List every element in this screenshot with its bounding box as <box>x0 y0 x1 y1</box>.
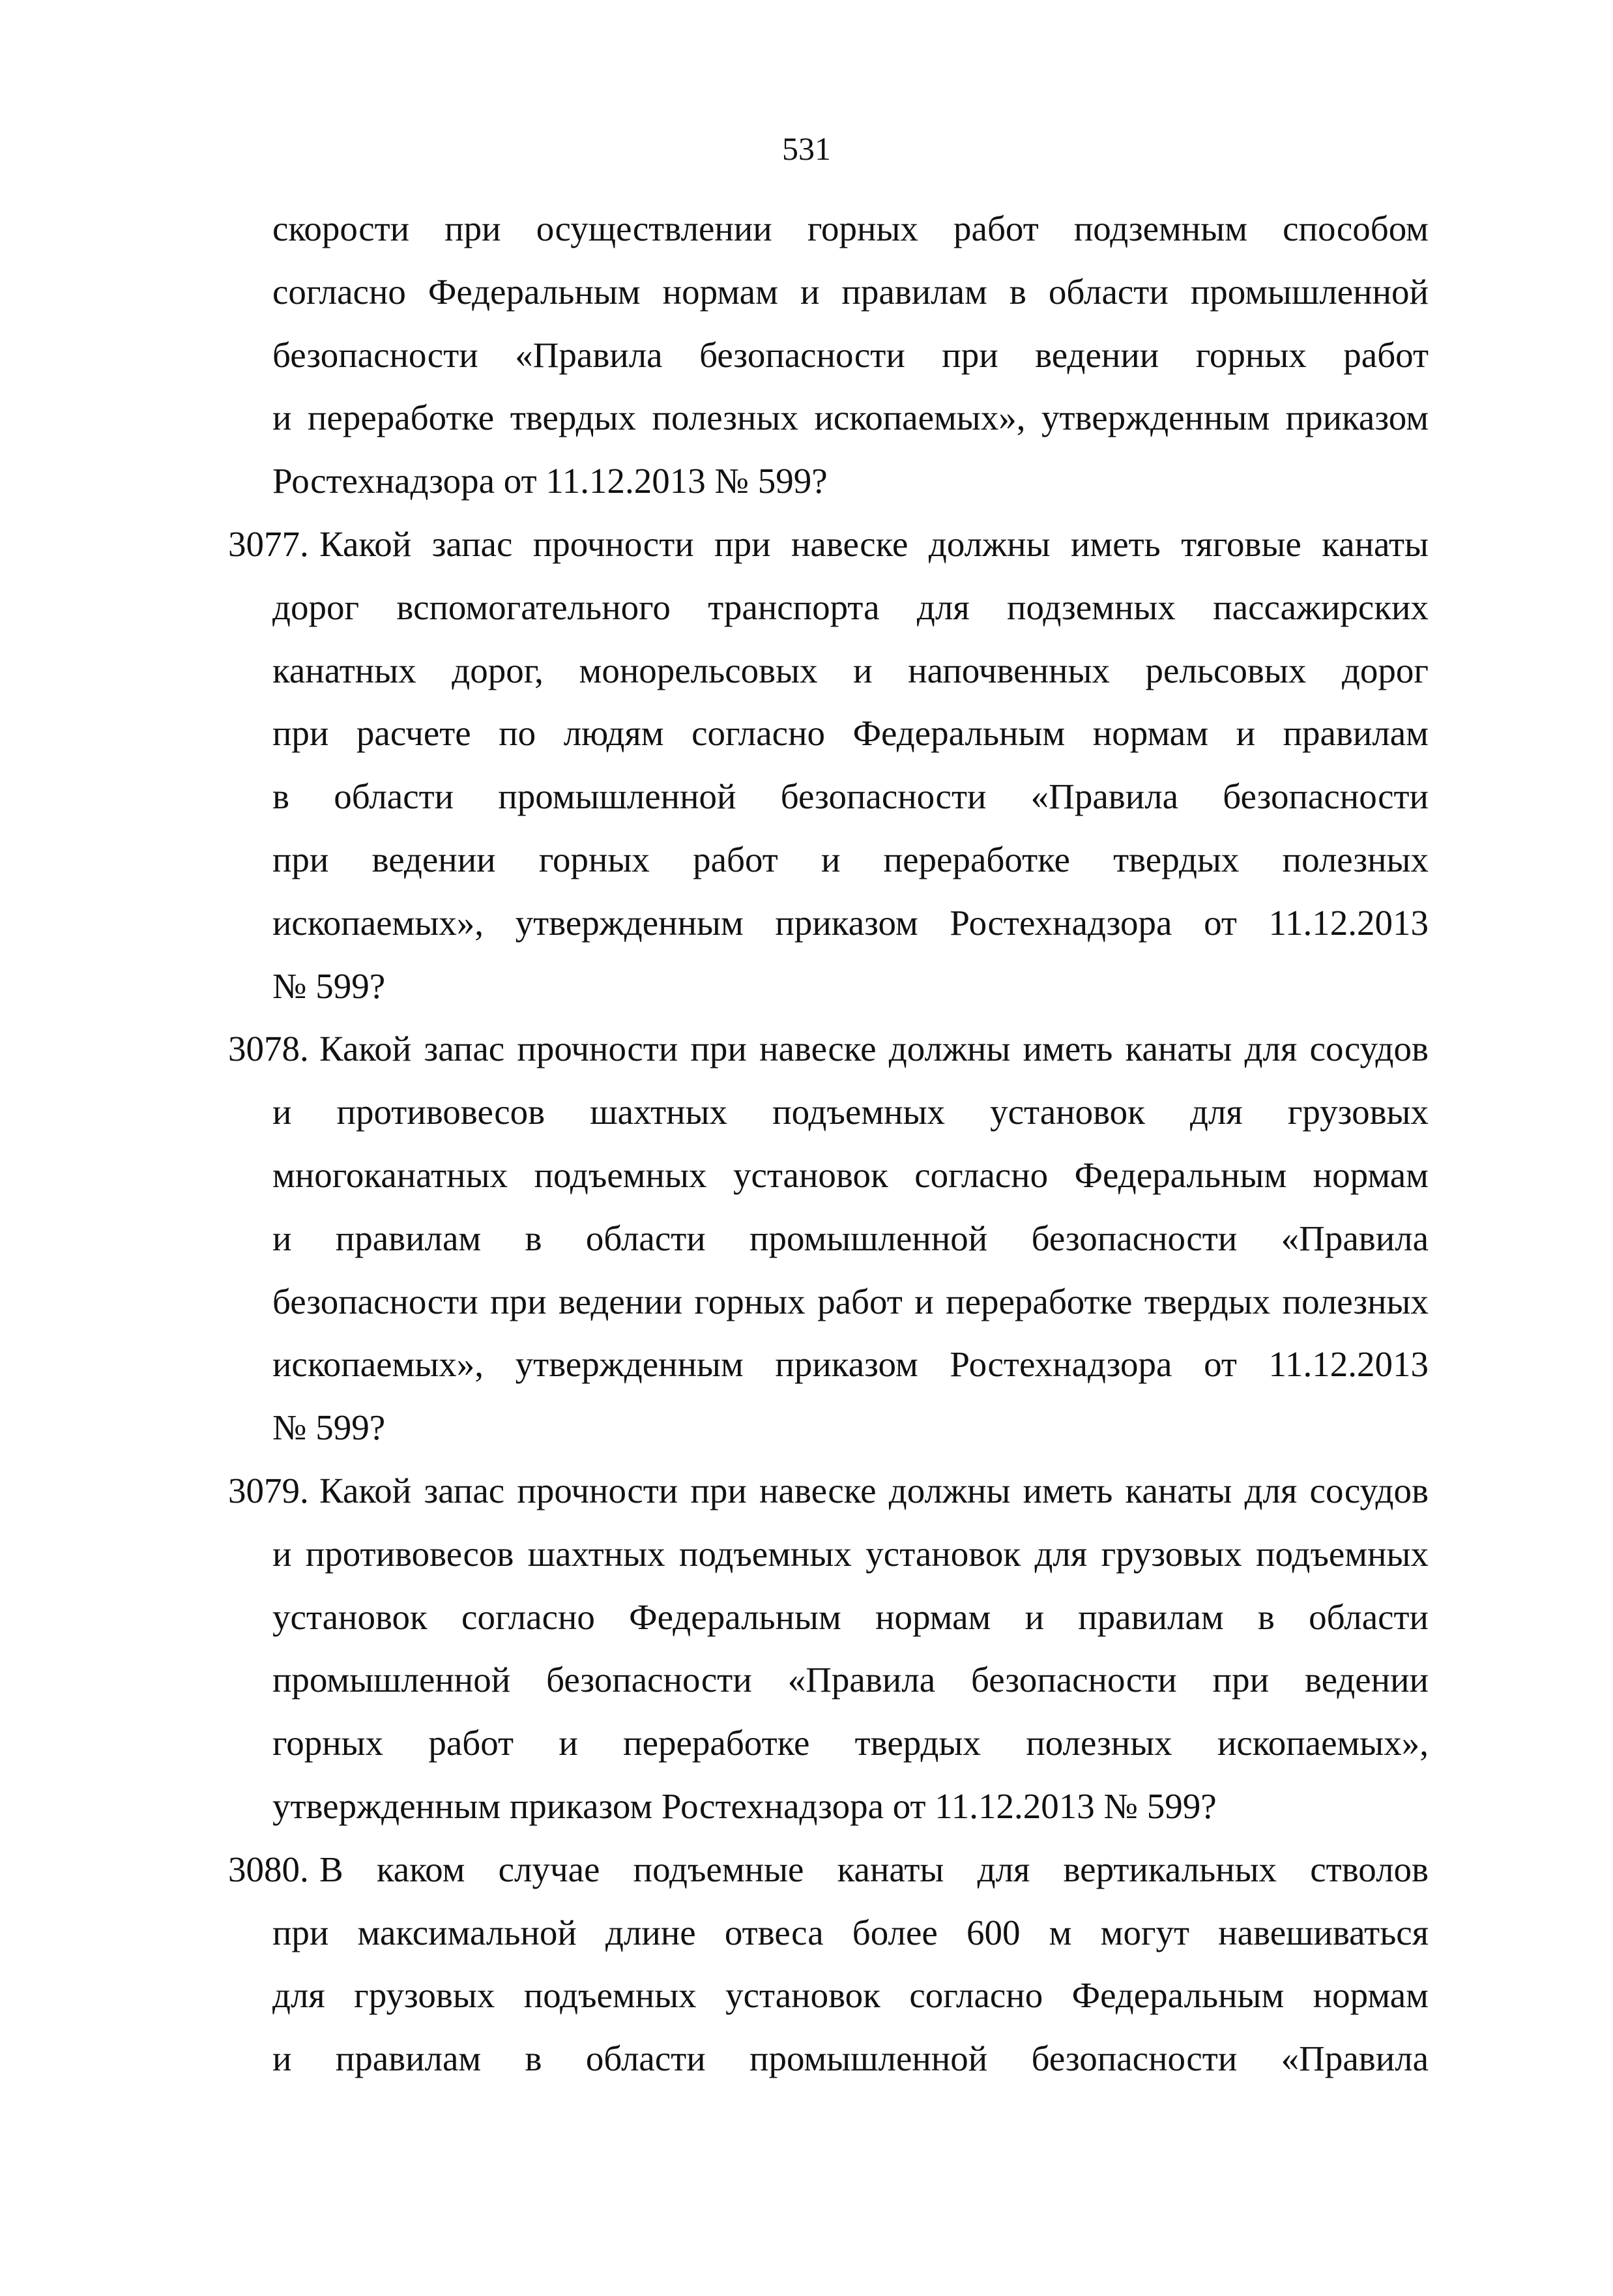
text-line <box>228 1531 1429 1595</box>
line-text: многоканатных подъемных установок согласно Федеральным нормам <box>272 1155 1429 1195</box>
line-text: горных работ и переработке твердых полезных ископаемых», <box>272 1723 1429 1763</box>
line-text: при расчете по людям согласно Федеральным нормам и правилам <box>272 713 1429 754</box>
line-text: при ведении горных работ и переработке твердых полезных <box>272 839 1429 879</box>
text-line <box>228 711 1429 774</box>
line-text: и переработке твердых полезных ископаемых», утвержденным приказом <box>272 398 1429 438</box>
line-text: ископаемых», утвержденным приказом Ростехнадзора от 11.12.2013 <box>272 902 1429 943</box>
question-number: 3079. <box>228 1470 309 1510</box>
document-body <box>228 206 1429 2099</box>
line-text: ископаемых», утвержденным приказом Ростехнадзора от 11.12.2013 <box>272 1344 1429 1385</box>
line-text: и противовесов шахтных подъемных установок для грузовых <box>272 1092 1429 1132</box>
text-line <box>228 1468 1429 1531</box>
line-text: скорости при осуществлении горных работ подземным способом <box>272 209 1429 248</box>
page-number: 531 <box>782 130 831 167</box>
text-line <box>228 269 1429 332</box>
line-text: дорог вспомогательного транспорта для подземных пассажирских <box>272 587 1429 627</box>
question-number: 3078. <box>228 1029 309 1069</box>
text-line <box>228 1784 1429 1847</box>
text-line <box>228 1279 1429 1342</box>
line-text: Какой запас прочности при навеске должны иметь тяговые канаты <box>319 523 1429 564</box>
text-line <box>228 1720 1429 1784</box>
line-text: № 599? <box>272 1407 386 1448</box>
text-line <box>228 1973 1429 2036</box>
text-line <box>228 1089 1429 1153</box>
line-text: согласно Федеральным нормам и правилам в области промышленной <box>272 271 1429 312</box>
text-line <box>228 964 1429 1027</box>
line-text: безопасности «Правила безопасности при ведении горных работ <box>272 334 1429 375</box>
line-text: № 599? <box>272 965 386 1006</box>
line-text: Какой запас прочности при навеске должны иметь канаты для сосудов <box>319 1029 1429 1069</box>
line-text: безопасности при ведении горных работ и переработке твердых полезных <box>272 1281 1429 1321</box>
text-line <box>228 1216 1429 1279</box>
text-line <box>228 837 1429 900</box>
line-text: Ростехнадзора от 11.12.2013 № 599? <box>272 461 828 501</box>
text-line <box>228 1153 1429 1216</box>
line-text: и правилам в области промышленной безопасности «Правила <box>272 1218 1429 1258</box>
text-line <box>228 1405 1429 1468</box>
text-line <box>228 1657 1429 1720</box>
text-line <box>228 1342 1429 1405</box>
text-line <box>228 1026 1429 1089</box>
text-line <box>228 522 1429 585</box>
text-line <box>228 206 1429 269</box>
text-line <box>228 774 1429 837</box>
text-line <box>228 332 1429 396</box>
line-text: В каком случае подъемные канаты для вертикальных стволов <box>319 1849 1429 1889</box>
line-text: и правилам в области промышленной безопасности «Правила <box>272 2038 1429 2079</box>
line-text: утвержденным приказом Ростехнадзора от 11.12.2013 № 599? <box>272 1786 1217 1826</box>
text-line <box>228 1847 1429 1910</box>
line-text: промышленной безопасности «Правила безопасности при ведении <box>272 1660 1429 1700</box>
line-text: при максимальной длине отвеса более 600 м могут навешиваться <box>272 1912 1429 1952</box>
text-line <box>228 900 1429 964</box>
line-text: установок согласно Федеральным нормам и правилам в области <box>272 1597 1429 1637</box>
text-line <box>228 1910 1429 1973</box>
line-text: для грузовых подъемных установок согласно Федеральным нормам <box>272 1975 1429 2016</box>
text-line <box>228 648 1429 711</box>
line-text: Какой запас прочности при навеске должны иметь канаты для сосудов <box>319 1470 1429 1510</box>
line-text: канатных дорог, монорельсовых и напочвенных рельсовых дорог <box>272 650 1429 690</box>
line-text: и противовесов шахтных подъемных установок для грузовых подъемных <box>272 1533 1429 1574</box>
question-number: 3080. <box>228 1849 309 1889</box>
text-line <box>228 458 1429 522</box>
question-number: 3077. <box>228 523 309 564</box>
text-line <box>228 1595 1429 1658</box>
text-line <box>228 395 1429 458</box>
text-line <box>228 2036 1429 2099</box>
line-text: в области промышленной безопасности «Правила безопасности <box>272 776 1429 817</box>
text-line <box>228 585 1429 648</box>
